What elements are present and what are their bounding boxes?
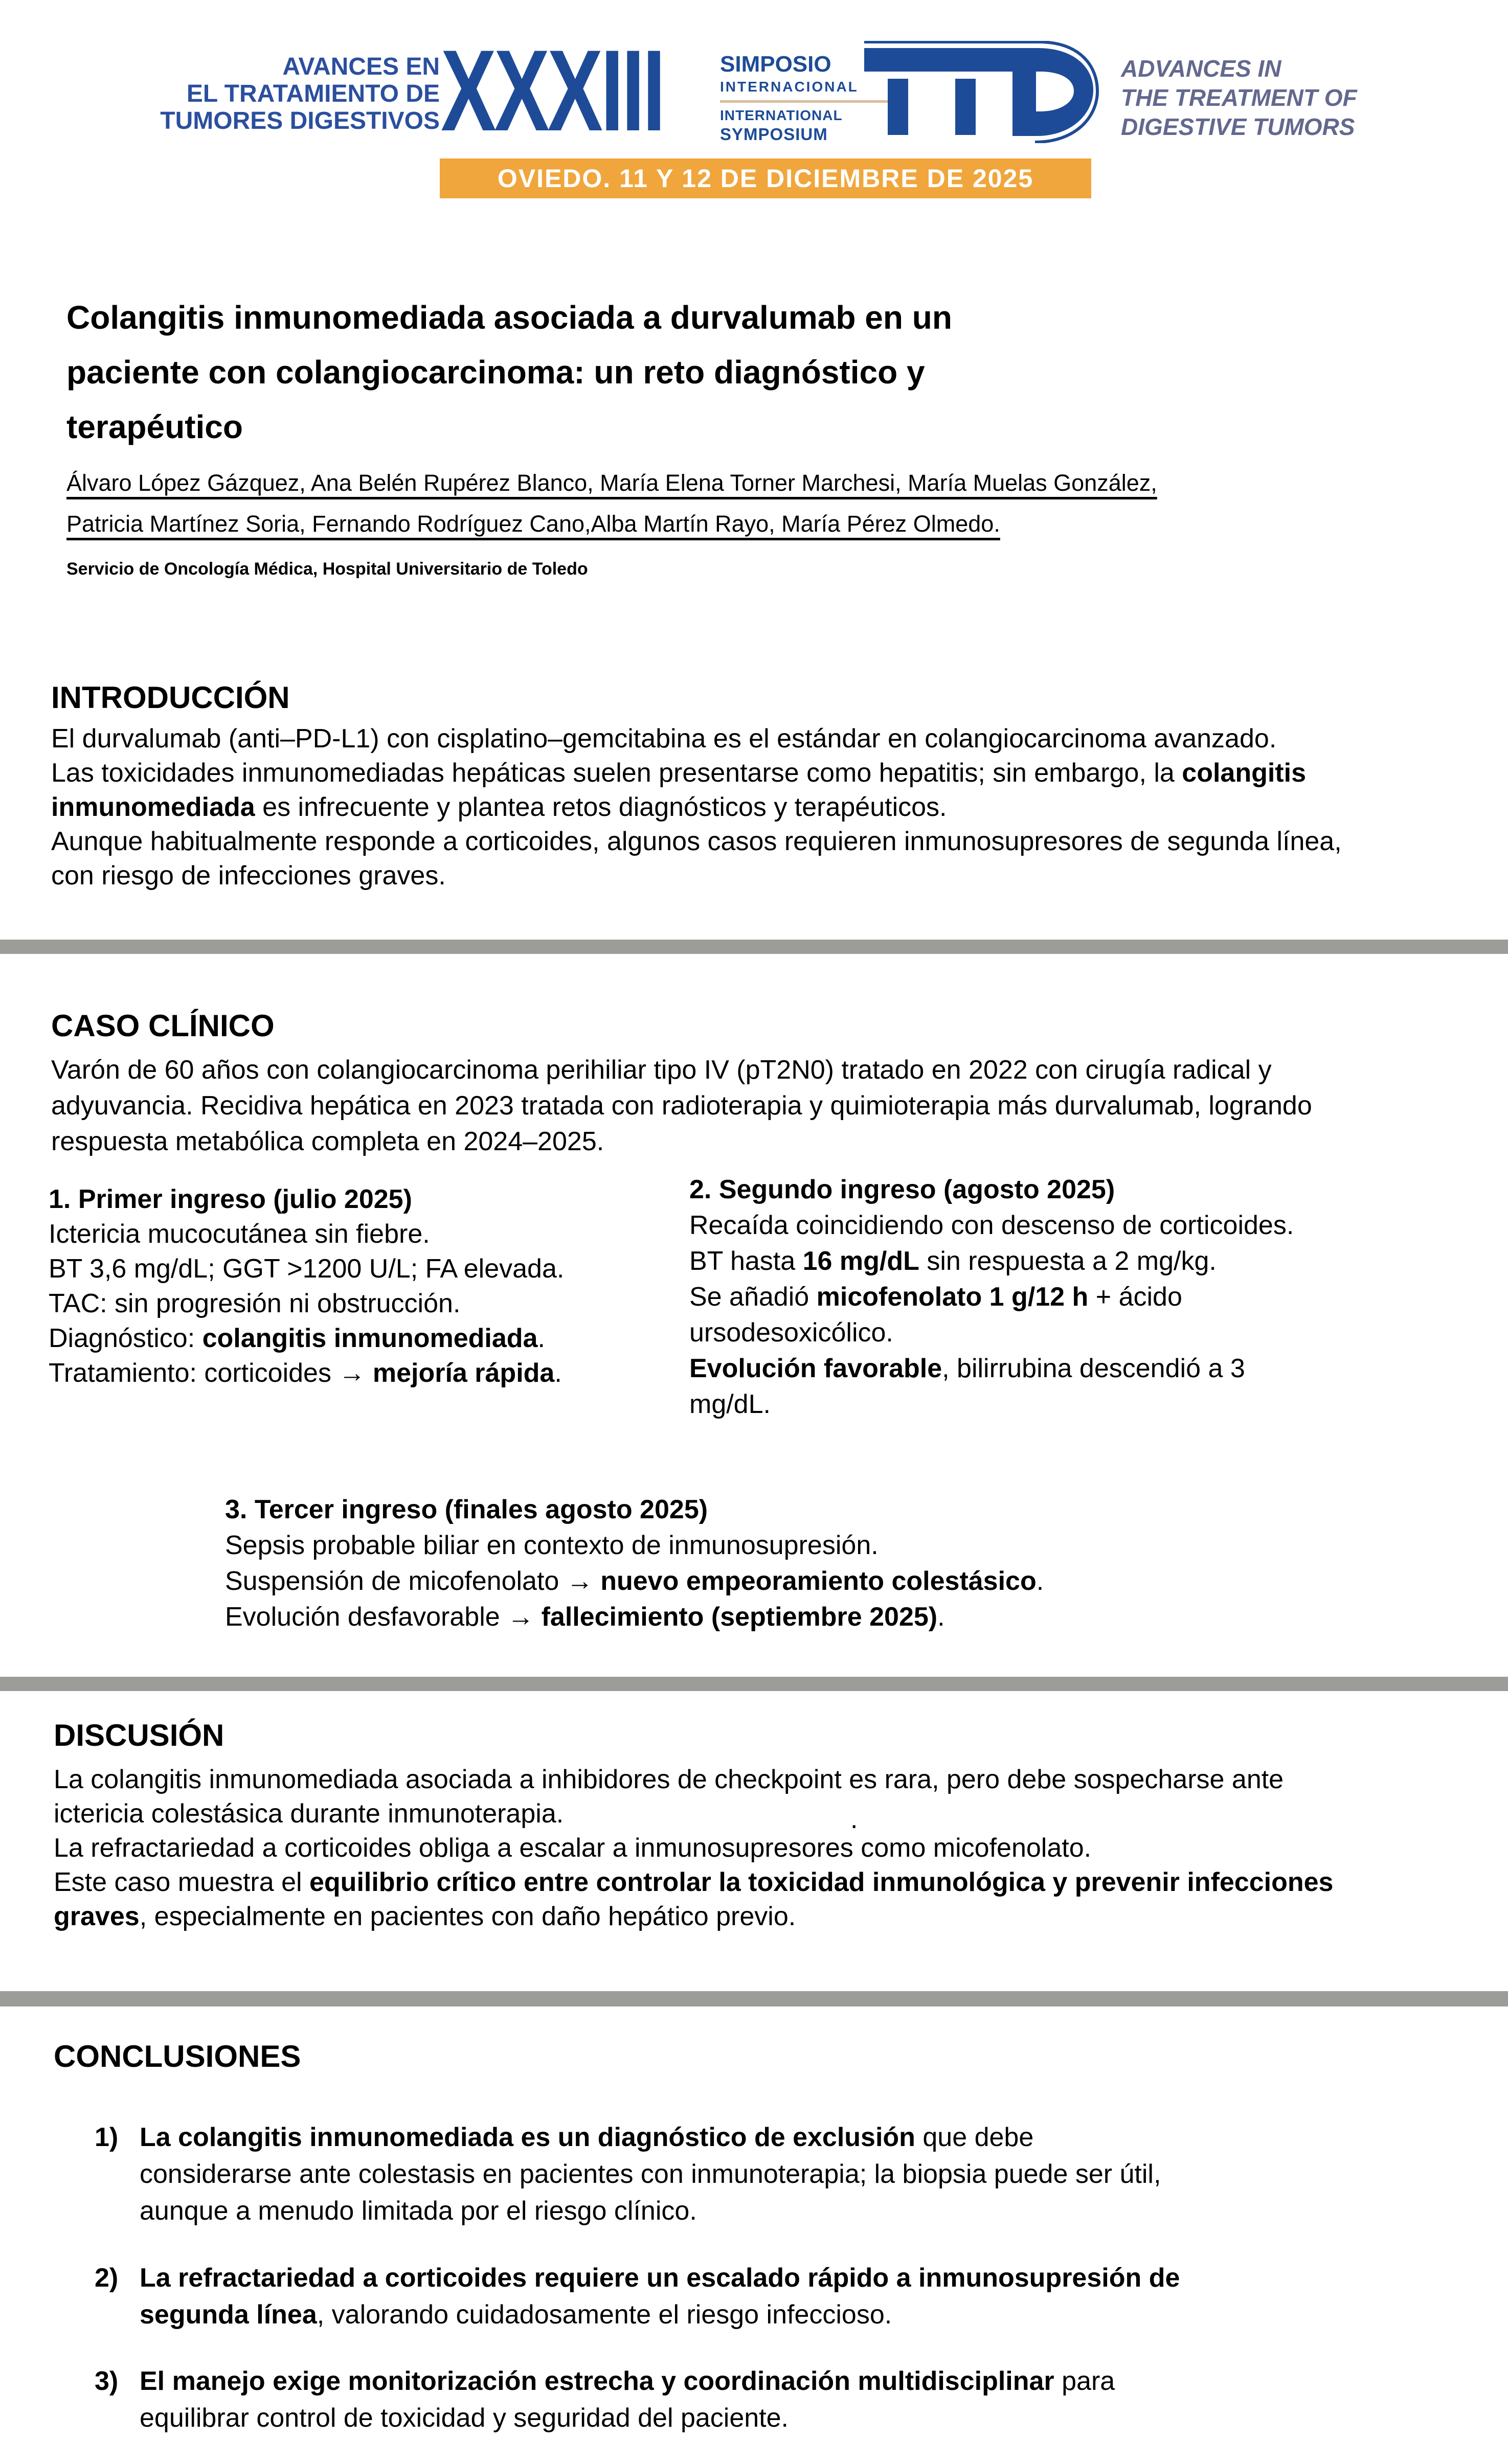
text-line: Las toxicidades inmunomediadas hepáticas suelen presentarse como hepatitis; sin embargo, la colangitis bbox=[51, 758, 1306, 788]
logo-right-line: THE TREATMENT OF bbox=[1121, 84, 1357, 111]
primer-ingreso-title: 1. Primer ingreso (julio 2025) bbox=[49, 1184, 412, 1214]
tercer-ingreso-block bbox=[225, 1492, 1044, 1635]
text-line: equilibrar control de toxicidad y seguridad del paciente. bbox=[140, 2403, 789, 2433]
conclusion-number: 2) bbox=[95, 2263, 119, 2293]
text-line: Recaída coincidiendo con descenso de corticoides. bbox=[689, 1211, 1294, 1240]
logo-left-line: TUMORES DIGESTIVOS bbox=[160, 107, 440, 134]
international-label: INTERNATIONAL bbox=[720, 107, 843, 123]
ttd-logo bbox=[864, 41, 1099, 146]
section-heading-discusion: DISCUSIÓN bbox=[54, 1718, 224, 1752]
conclusion-number: 3) bbox=[95, 2366, 119, 2396]
section-divider bbox=[0, 1991, 1508, 2006]
text-line: con riesgo de infecciones graves. bbox=[51, 861, 446, 891]
event-date-text: OVIEDO. 11 Y 12 DE DICIEMBRE DE 2025 bbox=[497, 164, 1034, 193]
conclusion-text bbox=[140, 2260, 1180, 2333]
logo-right-line: ADVANCES IN bbox=[1121, 55, 1281, 82]
authors-line: Álvaro López Gázquez, Ana Belén Rupérez Blanco, María Elena Torner Marchesi, María Muelas González, bbox=[66, 470, 1157, 496]
ttd-logo-icon bbox=[864, 41, 1099, 143]
affiliation: Servicio de Oncología Médica, Hospital Universitario de Toledo bbox=[66, 559, 588, 579]
text-line: El manejo exige monitorización estrecha y coordinación multidisciplinar para bbox=[140, 2366, 1115, 2396]
congress-logo-spanish-text bbox=[110, 53, 440, 134]
discusion-paragraph bbox=[54, 1763, 1333, 1934]
introduccion-paragraph bbox=[51, 722, 1342, 893]
text-line: respuesta metabólica completa en 2024–2025. bbox=[51, 1127, 604, 1156]
text-line: adyuvancia. Recidiva hepática en 2023 tratada con radioterapia y quimioterapia más durvalumab, logrando bbox=[51, 1091, 1312, 1121]
text-line: Aunque habitualmente responde a corticoides, algunos casos requieren inmunosupresores de segunda línea, bbox=[51, 827, 1342, 856]
text-line: Evolución favorable, bilirrubina descendió a 3 bbox=[689, 1354, 1245, 1383]
text-line: Ictericia mucocutánea sin fiebre. bbox=[49, 1219, 430, 1249]
logo-left-line: AVANCES EN bbox=[282, 53, 440, 80]
text-line: graves, especialmente en pacientes con daño hepático previo. bbox=[54, 1902, 796, 1931]
text-line: segunda línea, valorando cuidadosamente el riesgo infeccioso. bbox=[140, 2300, 892, 2330]
segundo-ingreso-title: 2. Segundo ingreso (agosto 2025) bbox=[689, 1175, 1115, 1204]
section-heading-caso-clinico: CASO CLÍNICO bbox=[51, 1009, 275, 1043]
text-line: aunque a menudo limitada por el riesgo clínico. bbox=[140, 2196, 697, 2226]
symposium-label: SYMPOSIUM bbox=[720, 125, 828, 144]
conclusion-item-3 bbox=[95, 2363, 1115, 2436]
text-line: Suspensión de micofenolato → nuevo empeoramiento colestásico. bbox=[225, 1566, 1044, 1596]
text-line: BT hasta 16 mg/dL sin respuesta a 2 mg/kg. bbox=[689, 1246, 1217, 1276]
text-line: La refractariedad a corticoides obliga a escalar a inmunosupresores como micofenolato. bbox=[54, 1833, 1092, 1863]
text-line: La refractariedad a corticoides requiere un escalado rápido a inmunosupresión de bbox=[140, 2263, 1180, 2293]
conclusion-item-2 bbox=[95, 2260, 1180, 2333]
text-line: Se añadió micofenolato 1 g/12 h + ácido bbox=[689, 1282, 1182, 1312]
poster-title bbox=[66, 290, 952, 454]
section-heading-introduccion: INTRODUCCIÓN bbox=[51, 680, 290, 715]
text-line: Tratamiento: corticoides → mejoría rápida. bbox=[49, 1358, 562, 1388]
segundo-ingreso-block bbox=[689, 1172, 1294, 1422]
text-line: La colangitis inmunomediada es un diagnóstico de exclusión que debe bbox=[140, 2123, 1034, 2152]
event-date-banner bbox=[440, 158, 1091, 198]
title-line: Colangitis inmunomediada asociada a durvalumab en un bbox=[66, 299, 952, 336]
simposio-label: SIMPOSIO bbox=[720, 52, 831, 77]
section-divider bbox=[0, 940, 1508, 954]
text-line: inmunomediada es infrecuente y plantea retos diagnósticos y terapéuticos. bbox=[51, 792, 947, 822]
text-line: Diagnóstico: colangitis inmunomediada. bbox=[49, 1324, 545, 1353]
caso-clinico-paragraph bbox=[51, 1052, 1312, 1159]
text-line: TAC: sin progresión ni obstrucción. bbox=[49, 1289, 461, 1318]
tercer-ingreso-title: 3. Tercer ingreso (finales agosto 2025) bbox=[225, 1495, 708, 1524]
logo-right-line: DIGESTIVE TUMORS bbox=[1121, 113, 1355, 140]
authors-list bbox=[66, 463, 1157, 544]
tan-divider-rule bbox=[720, 100, 889, 103]
text-line: ictericia colestásica durante inmunoterapia. bbox=[54, 1799, 564, 1829]
conclusion-text bbox=[140, 2363, 1115, 2436]
text-line: BT 3,6 mg/dL; GGT >1200 U/L; FA elevada. bbox=[49, 1254, 565, 1284]
congress-logo-english-text bbox=[1121, 54, 1357, 142]
conclusion-item-1 bbox=[95, 2119, 1161, 2229]
text-line: El durvalumab (anti–PD-L1) con cisplatino–gemcitabina es el estándar en colangiocarcinoma avanzado. bbox=[51, 724, 1277, 754]
text-line: mg/dL. bbox=[689, 1389, 771, 1419]
text-line: Varón de 60 años con colangiocarcinoma perihiliar tipo IV (pT2N0) tratado en 2022 con cirugía radical y bbox=[51, 1055, 1272, 1085]
stray-period: . bbox=[850, 1805, 858, 1834]
logo-left-line: EL TRATAMIENTO DE bbox=[186, 80, 440, 107]
text-line: La colangitis inmunomediada asociada a inhibidores de checkpoint es rara, pero debe sospecharse ante bbox=[54, 1765, 1284, 1794]
text-line: Sepsis probable biliar en contexto de inmunosupresión. bbox=[225, 1531, 879, 1560]
conclusion-number: 1) bbox=[95, 2123, 119, 2152]
section-heading-conclusiones: CONCLUSIONES bbox=[54, 2039, 301, 2073]
text-line: Evolución desfavorable → fallecimiento (septiembre 2025). bbox=[225, 1602, 945, 1632]
title-line: paciente con colangiocarcinoma: un reto diagnóstico y bbox=[66, 354, 925, 391]
text-line: Este caso muestra el equilibrio crítico entre controlar la toxicidad inmunológica y prevenir infecciones bbox=[54, 1867, 1334, 1897]
primer-ingreso-block bbox=[49, 1182, 564, 1390]
text-line: ursodesoxicólico. bbox=[689, 1318, 893, 1348]
symposium-roman-numeral: XXXIII bbox=[441, 26, 664, 155]
title-line: terapéutico bbox=[66, 408, 243, 445]
section-divider bbox=[0, 1677, 1508, 1691]
text-line: considerarse ante colestasis en pacientes con inmunoterapia; la biopsia puede ser útil, bbox=[140, 2159, 1161, 2189]
internacional-label: INTERNACIONAL bbox=[720, 79, 859, 95]
conclusion-text bbox=[140, 2119, 1161, 2229]
authors-line: Patricia Martínez Soria, Fernando Rodríguez Cano,Alba Martín Rayo, María Pérez Olmedo. bbox=[66, 511, 1000, 537]
